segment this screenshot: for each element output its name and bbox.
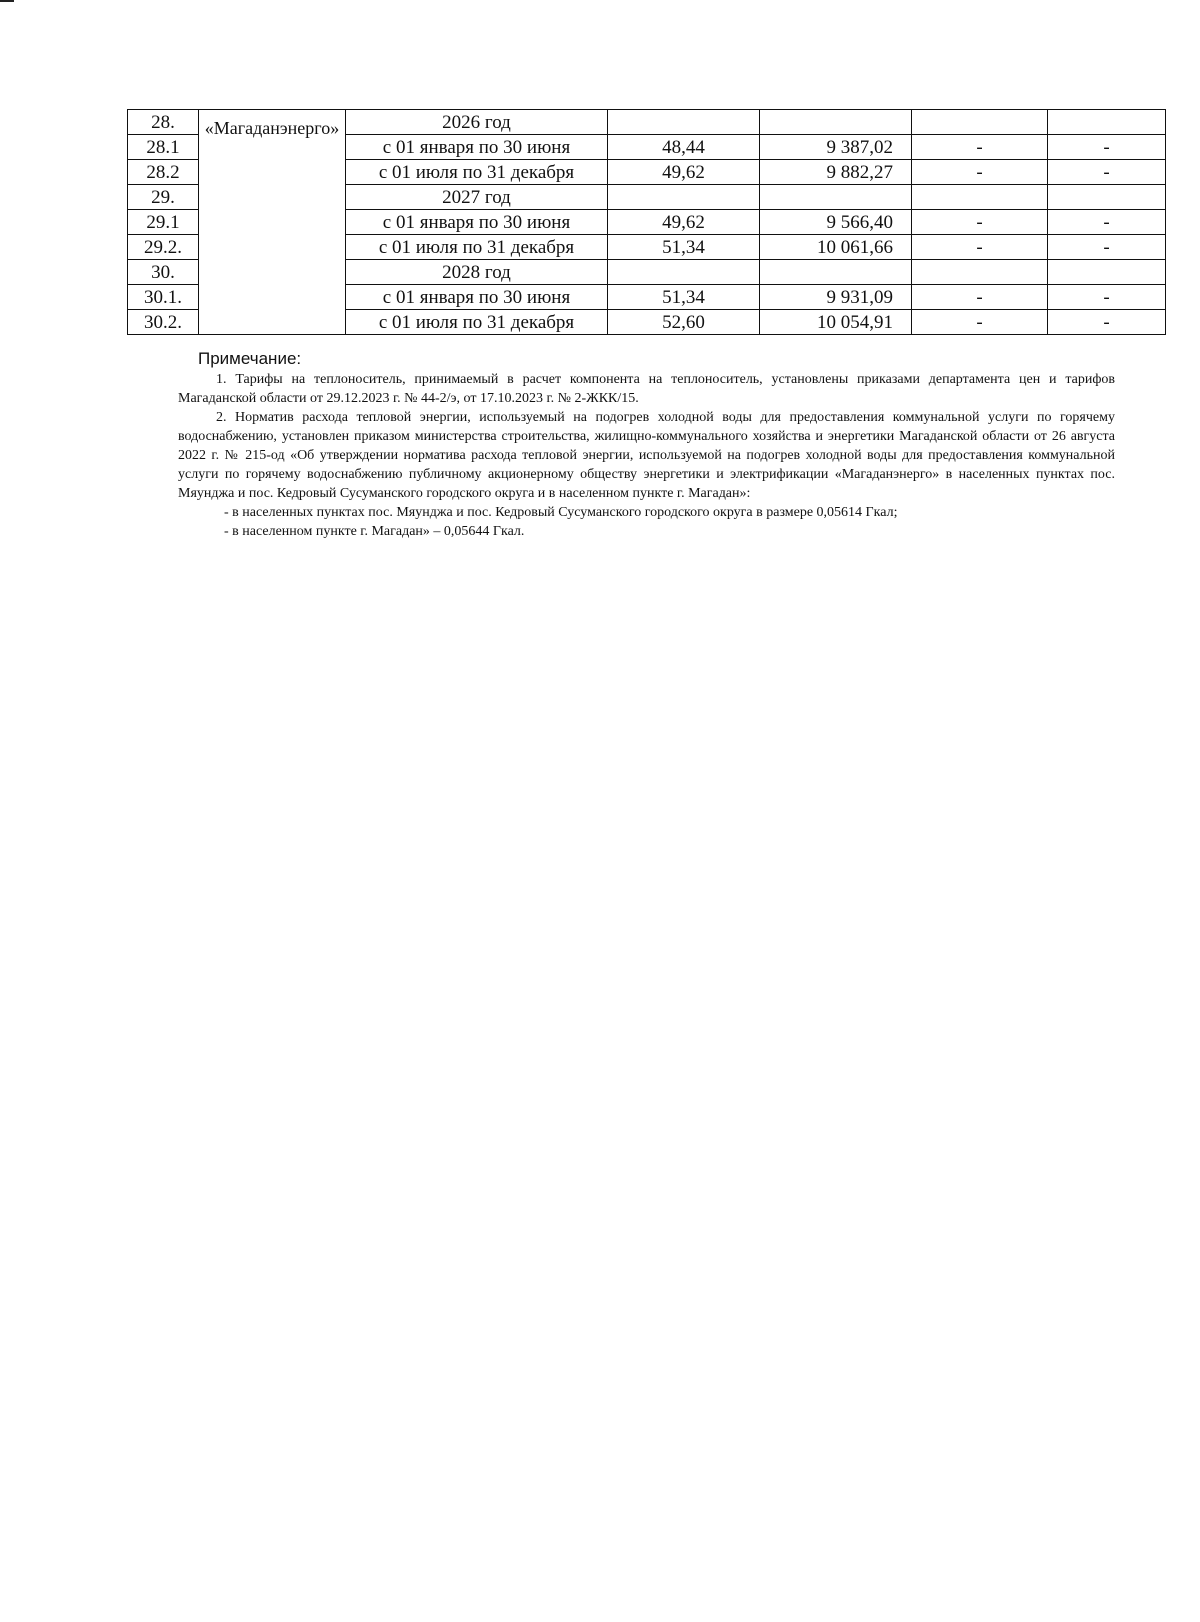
scan-edge-mark	[0, 0, 14, 2]
year-heading: 2027 год	[346, 185, 608, 210]
period-label: с 01 января по 30 июня	[346, 135, 608, 160]
tariff-value-2: 9 387,02	[760, 135, 912, 160]
empty-cell	[1048, 110, 1166, 135]
empty-cell	[912, 185, 1048, 210]
empty-cell	[912, 110, 1048, 135]
period-label: с 01 июля по 31 декабря	[346, 235, 608, 260]
tariff-table	[127, 109, 1166, 335]
empty-cell	[760, 260, 912, 285]
tariff-value-4: -	[1048, 210, 1166, 235]
period-label: с 01 июля по 31 декабря	[346, 160, 608, 185]
tariff-value-3: -	[912, 235, 1048, 260]
period-label: с 01 января по 30 июня	[346, 285, 608, 310]
tariff-value-3: -	[912, 310, 1048, 335]
notes-title: Примечание:	[198, 349, 302, 368]
note-paragraph-1: 1. Тарифы на теплоноситель, принимаемый в расчет компонента на теплоноситель, установлены приказами департамента цен и тарифов Магаданской области от 29.12.2023 г. № 44-2/э, от 17.10.2023 г. № 2-ЖКК/15.	[178, 372, 1115, 406]
tariff-value-2: 10 054,91	[760, 310, 912, 335]
tariff-value-2: 9 566,40	[760, 210, 912, 235]
tariff-value-4: -	[1048, 310, 1166, 335]
tariff-value-3: -	[912, 160, 1048, 185]
tariff-value-3: -	[912, 285, 1048, 310]
empty-cell	[1048, 185, 1166, 210]
row-number: 30.2.	[128, 310, 199, 335]
tariff-value-3: -	[912, 135, 1048, 160]
period-label: с 01 июля по 31 декабря	[346, 310, 608, 335]
tariff-value-4: -	[1048, 160, 1166, 185]
note-paragraph-2: 2. Норматив расхода тепловой энергии, используемый на подогрев холодной воды для предоставления коммунальной услуги по горячему водоснабжению, установлен приказом министерства строительства, жилищно-коммунального хозяйства и энергетики Магаданской области от 26 августа 2022 г. № 215-од «Об утверждении норматива расхода тепловой энергии, используемой на подогрев холодной воды для предоставления коммунальной услуги по горячему водоснабжению публичному акционерному обществу энергетики и электрификации «Магаданэнерго» в населенных пунктах пос. Мяунджа и пос. Кедровый Сусуманского городского округа и в населенном пункте г. Магадан»:	[178, 410, 1115, 501]
tariff-value-4: -	[1048, 285, 1166, 310]
row-number: 29.2.	[128, 235, 199, 260]
tariff-value-4: -	[1048, 135, 1166, 160]
row-number: 29.	[128, 185, 199, 210]
tariff-value-1: 49,62	[608, 210, 760, 235]
empty-cell	[1048, 260, 1166, 285]
table-row	[128, 110, 1166, 135]
notes-section	[178, 349, 1115, 541]
empty-cell	[608, 260, 760, 285]
row-number: 28.2	[128, 160, 199, 185]
tariff-value-2: 10 061,66	[760, 235, 912, 260]
year-heading: 2026 год	[346, 110, 608, 135]
tariff-value-2: 9 931,09	[760, 285, 912, 310]
tariff-value-3: -	[912, 210, 1048, 235]
empty-cell	[608, 110, 760, 135]
note-bullet-2: - в населенном пункте г. Магадан» – 0,05644 Гкал.	[224, 524, 525, 539]
empty-cell	[608, 185, 760, 210]
tariff-value-1: 51,34	[608, 285, 760, 310]
tariff-value-1: 48,44	[608, 135, 760, 160]
tariff-value-1: 49,62	[608, 160, 760, 185]
tariff-value-2: 9 882,27	[760, 160, 912, 185]
row-number: 30.1.	[128, 285, 199, 310]
row-number: 30.	[128, 260, 199, 285]
empty-cell	[760, 185, 912, 210]
tariff-value-1: 51,34	[608, 235, 760, 260]
empty-cell	[912, 260, 1048, 285]
year-heading: 2028 год	[346, 260, 608, 285]
organization-name: «Магаданэнерго»	[199, 110, 346, 335]
note-bullet-1: - в населенных пунктах пос. Мяунджа и пос. Кедровый Сусуманского городского округа в размере 0,05614 Гкал;	[224, 505, 898, 520]
row-number: 29.1	[128, 210, 199, 235]
tariff-value-1: 52,60	[608, 310, 760, 335]
period-label: с 01 января по 30 июня	[346, 210, 608, 235]
tariff-value-4: -	[1048, 235, 1166, 260]
row-number: 28.1	[128, 135, 199, 160]
empty-cell	[760, 110, 912, 135]
row-number: 28.	[128, 110, 199, 135]
